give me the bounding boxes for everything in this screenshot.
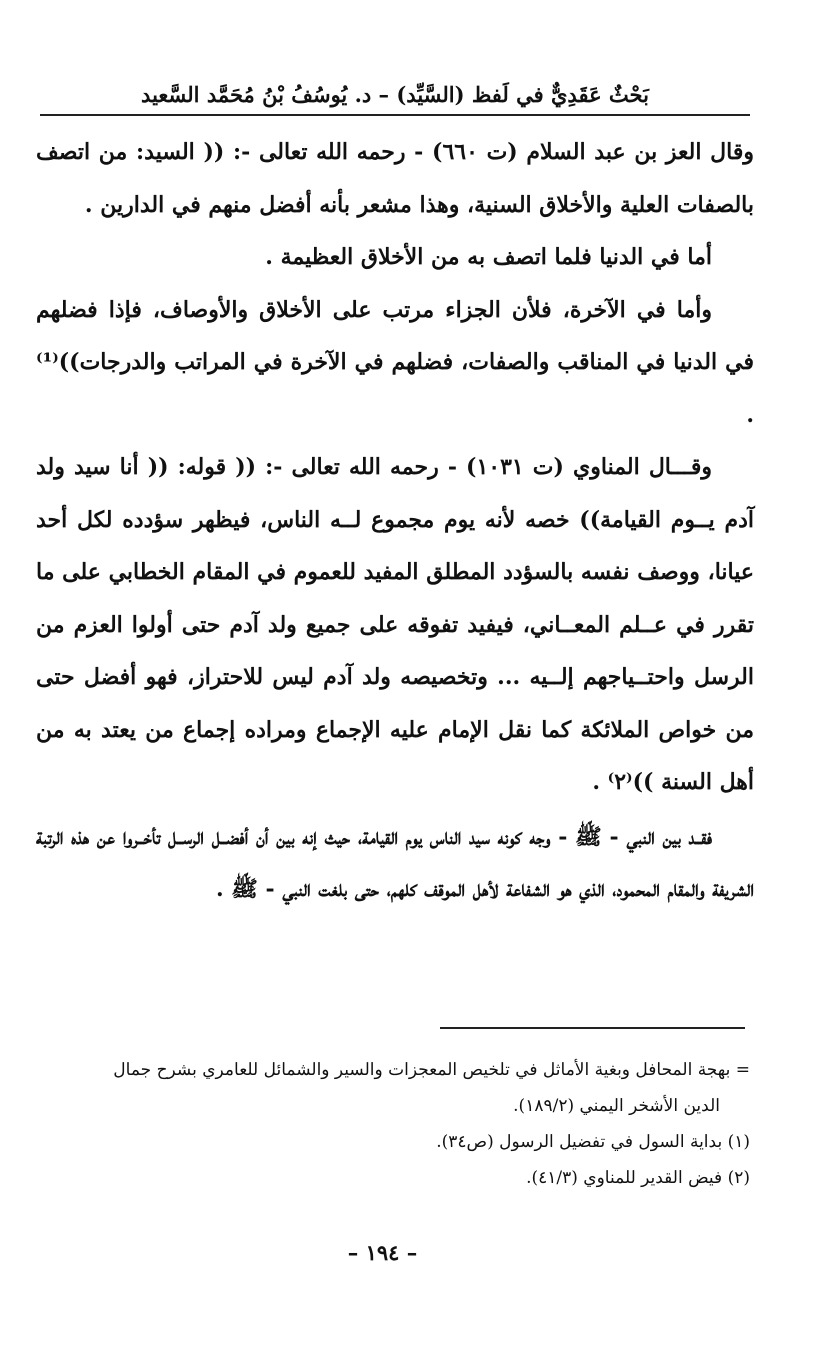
header-divider (40, 114, 750, 116)
page-number: – ١٩٤ – (347, 1240, 418, 1265)
footnotes (60, 1052, 750, 1196)
paragraph-al-izz-quote: وقال العز بن عبد السلام (ت ٦٦٠) - رحمه الله تعالى -: (( السيد: من اتصف بالصفات العلية والأخلاق السنية، وهذا مشعر بأنه أفضل منهم في الدارين . (36, 139, 755, 218)
footnote-1: (١) بداية السول في تفضيل الرسول (ص٣٤). (436, 1132, 750, 1152)
running-header: بَحْثٌ عَقَدِيٌّ في لَفظ (السَّيِّد) – د. يُوسُفُ بْنُ مُحَمَّد السَّعيد (141, 82, 649, 107)
main-text (36, 126, 754, 916)
paragraph-dunya: أما في الدنيا فلما اتصف به من الأخلاق العظيمة . (265, 244, 712, 270)
footnote-continuation: = بهجة المحافل وبغية الأماثل في تلخيص المعجزات والسير والشمائل للعامري بشرح جمال (113, 1060, 750, 1080)
footnote-divider (440, 1027, 745, 1029)
footnote-continuation-line-2: الدين الأشخر اليمني (١٨٩/٢). (513, 1096, 720, 1116)
paragraph-conclusion: فقــد بين النبي - ﷺ - وجه كونه سيد الناس يوم القيامة، حيث إنه بين أن أفضــل الرســل تأخــروا عن هذه الرتبة الشريفة والمقام المحمود، الذي هو الشفاعة لأهل الموقف كلهم، حتى بلغت النبي - ﷺ . (36, 823, 754, 902)
paragraph-akhira: وأما في الآخرة، فلأن الجزاء مرتب على الأخلاق والأوصاف، فإذا فضلهم في الدنيا في المناقب والصفات، فضلهم في الآخرة في المراتب والدرجات))⁽¹⁾ . (36, 296, 754, 428)
paragraph-munawi-quote: وقـــال المناوي (ت ١٠٣١) - رحمه الله تعالى -: (( قوله: (( أنا سيد ولد آدم يــوم القيامة)) خصه لأنه يوم مجموع لــه الناس، فيظهر سؤدده لكل أحد عيانا، ووصف نفسه بالسؤدد المطلق المفيد للعموم في المقام الخطابي على ما تقرر في عــلم المعــاني، فيفيد تفوقه على جميع ولد آدم حتى أولوا العزم من الرسل واحتــياجهم إلــيه ... وتخصيصه ولد آدم ليس للاحتراز، فهو أفضل حتى من خواص الملائكة كما نقل الإمام عليه الإجماع ومراده إجماع من يعتد به من أهل السنة ))⁽٢⁾ . (36, 454, 754, 795)
footnote-2: (٢) فيض القدير للمناوي (٤١/٣). (526, 1168, 750, 1188)
